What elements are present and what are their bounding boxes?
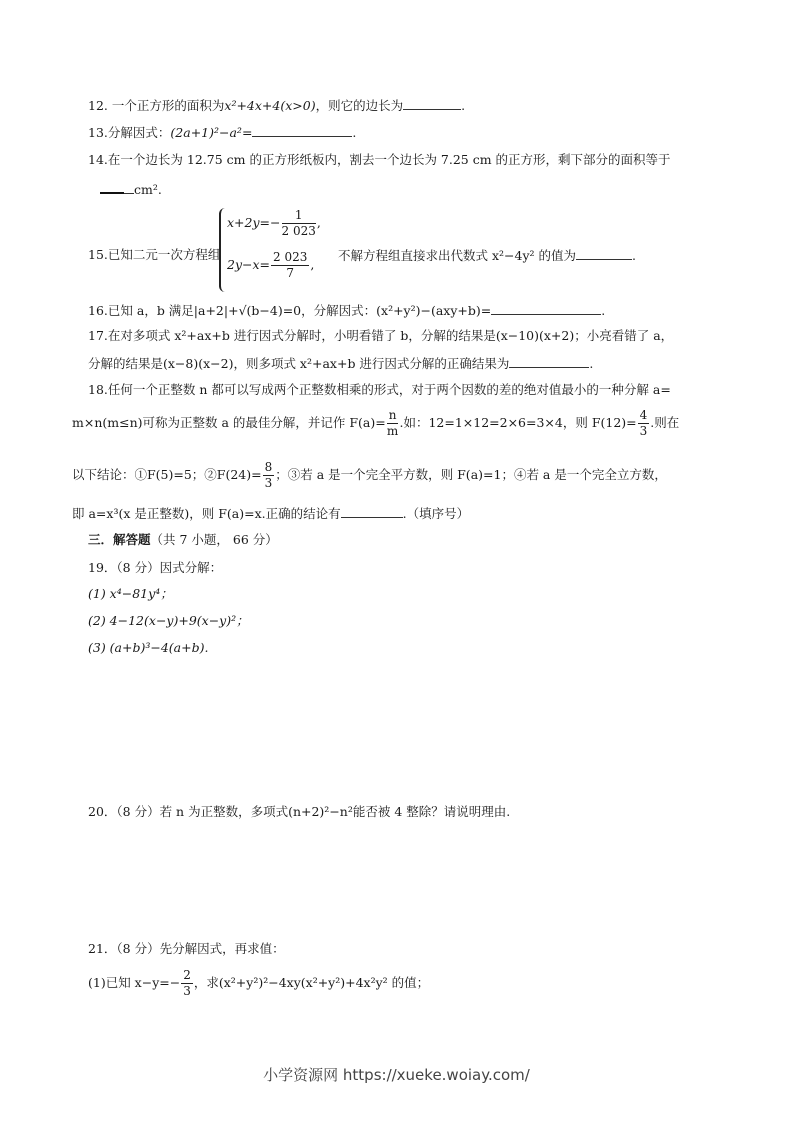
q-text: 即 a=x³(x 是正整数)，则 F(a)=x.正确的结论有	[72, 506, 341, 521]
numerator: 8	[264, 460, 273, 474]
q-number: 14.	[88, 152, 108, 167]
q-number: 13.	[88, 125, 108, 140]
denominator: 2 023	[281, 224, 316, 238]
numerator: 2 023	[273, 250, 308, 264]
question-21	[88, 941, 285, 957]
blank-tail	[124, 181, 134, 194]
q-text: 任何一个正整数 n 都可以写成两个正整数相乘的形式，对于两个因数的差的绝对值最小的一种分解 a=	[107, 382, 671, 397]
section-heading	[88, 532, 278, 548]
spacer	[88, 181, 96, 194]
question-18-line4	[72, 505, 469, 522]
q-number: 12.	[88, 98, 108, 113]
q-unit: cm².	[134, 182, 162, 197]
q-text: (1)已知 x−y=−	[88, 975, 181, 990]
q-text: .则在	[650, 415, 680, 430]
q-text: m×n(m≤n)可称为正整数 a 的最佳分解，并记作 F(a)=	[72, 415, 386, 430]
denominator: 3	[264, 476, 273, 490]
question-17-cont	[88, 355, 593, 372]
answer-blank[interactable]	[252, 124, 352, 137]
question-18	[88, 382, 671, 398]
q-number: 17.	[88, 328, 108, 343]
q-text: 分解因式：	[107, 125, 171, 140]
question-19-part2	[88, 613, 249, 629]
question-21-part1	[88, 968, 429, 999]
numerator: 2	[183, 968, 191, 982]
answer-blank[interactable]	[576, 247, 632, 260]
q-expression: (2a+1)²−a²=	[170, 125, 253, 140]
q-end: .	[601, 303, 606, 318]
question-15-tail	[338, 247, 636, 264]
question-18-line2	[72, 408, 679, 439]
answer-blank[interactable]	[341, 505, 403, 518]
q-text: 不解方程组直接求出代数式 x²−4y² 的值为	[338, 248, 577, 263]
answer-blank[interactable]	[509, 355, 589, 368]
equation-2: 2y−x= $\frac{2 023}{7}$ ,	[227, 250, 315, 280]
q-end: .	[352, 125, 357, 140]
q-text: 21．（8 分）先分解因式，再求值：	[88, 941, 285, 956]
question-19-part1	[88, 586, 173, 602]
q-text: 在对多项式 x²+ax+b 进行因式分解时，小明看错了 b，分解的结果是(x−10)(x+2)；小亮看错了 a，	[107, 328, 674, 343]
q-text: .（填序号）	[402, 506, 470, 521]
eq-lhs: x+2y=−	[227, 215, 281, 230]
q-text: 一个正方形的面积为	[111, 98, 225, 113]
eq-lhs: 2y−x=	[227, 257, 271, 272]
q-text: .如：12=1×12=2×6=3×4，则 F(12)=	[399, 415, 637, 430]
q-end: .	[461, 98, 466, 113]
footer-watermark: 小学资源网 https://xueke.woiay.com/	[263, 1066, 530, 1084]
fraction	[271, 250, 309, 281]
fraction	[638, 408, 650, 439]
q-text: 已知二元一次方程组	[107, 247, 221, 262]
section-info: （共 7 小题， 66 分）	[150, 532, 278, 547]
equation-1: x+2y=− $\frac{1}{2 023}$ ,	[227, 208, 321, 238]
q-end: .	[632, 248, 636, 263]
q-text: ，则它的边长为	[315, 98, 404, 113]
fraction	[181, 968, 193, 999]
q-text: 以下结论：①F(5)=5；②F(24)=	[72, 467, 262, 482]
numerator: n	[388, 408, 397, 422]
q-text: 20．（8 分）若 n 为正整数，多项式(n+2)²−n²能否被 4 整除？请说明理由.	[88, 804, 511, 819]
section-title: 三．解答题	[88, 532, 151, 547]
q-part: (2) 4−12(x−y)+9(x−y)²；	[88, 613, 249, 628]
question-12	[88, 97, 465, 114]
fraction	[387, 408, 399, 439]
answer-blank[interactable]	[491, 302, 601, 315]
question-14-cont	[88, 180, 162, 198]
numerator: 4	[639, 408, 648, 422]
q-number: 18.	[88, 382, 108, 397]
q-part: (3) (a+b)³−4(a+b).	[88, 640, 209, 655]
question-15	[88, 247, 220, 263]
q-part: (1) x⁴−81y⁴；	[88, 586, 173, 601]
q-number: 16.	[88, 303, 108, 318]
question-17	[88, 328, 673, 344]
answer-blank[interactable]	[100, 180, 124, 194]
question-14	[88, 152, 671, 168]
denominator: m	[386, 424, 399, 438]
denominator: 7	[286, 266, 295, 280]
q-text: ；③若 a 是一个完全平方数，则 F(a)=1；④若 a 是一个完全立方数，	[275, 467, 667, 482]
fraction	[263, 460, 275, 491]
q-text: 已知 a，b 满足|a+2|+√(b−4)=0，分解因式：(x²+y²)−(axy+b)=	[107, 303, 492, 318]
q-number: 15.	[88, 247, 108, 262]
question-16	[88, 302, 605, 319]
question-18-line3	[72, 460, 667, 491]
denominator: 3	[183, 984, 191, 998]
q-text: 19．（8 分）因式分解：	[88, 560, 223, 575]
question-13	[88, 124, 356, 141]
fraction	[282, 208, 316, 239]
q-text: 分解的结果是(x−8)(x−2)，则多项式 x²+ax+b 进行因式分解的正确结果为	[88, 356, 510, 371]
question-19-part3	[88, 640, 208, 656]
q-text: 在一个边长为 12.75 cm 的正方形纸板内，割去一个边长为 7.25 cm 的正方形，剩下部分的面积等于	[107, 152, 671, 167]
q-expression: x²+4x+4(x>0)	[224, 98, 316, 113]
question-20	[88, 804, 510, 820]
denominator: 3	[639, 424, 648, 438]
q-end: .	[589, 356, 594, 371]
question-19	[88, 560, 222, 576]
numerator: 1	[282, 208, 316, 224]
answer-blank[interactable]	[403, 97, 461, 110]
q-text: ，求(x²+y²)²−4xy(x²+y²)+4x²y² 的值；	[193, 975, 430, 990]
